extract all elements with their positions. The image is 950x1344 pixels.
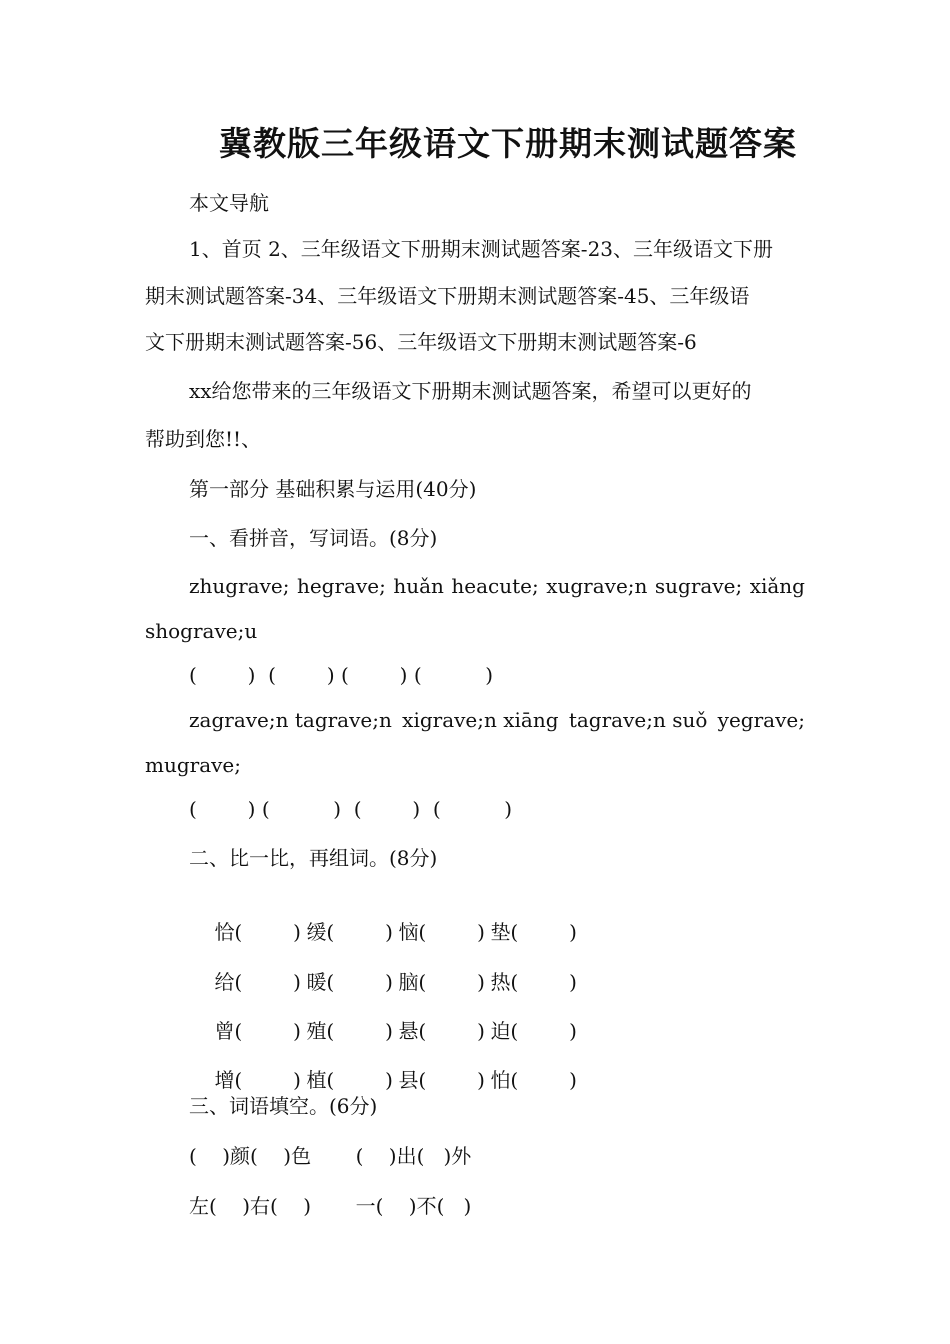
q2-cell: 迫( ) — [490, 1019, 577, 1043]
pinyin-word: hegrave; — [296, 574, 386, 598]
q1-pinyin-row-2 — [189, 708, 805, 732]
nav-links-line-2[interactable]: 期末测试题答案-34、三年级语文下册期末测试题答案-45、三年级语 — [145, 284, 750, 308]
q2-cell: 热( ) — [490, 970, 577, 994]
q1-pinyin-row-2-cont: mugrave; — [145, 753, 242, 777]
pinyin-word: zhugrave; — [189, 574, 290, 598]
q1-blanks-row-1: ( ) ( ) ( ) ( ) — [189, 663, 494, 687]
q2-cell: 恰( ) — [214, 920, 301, 944]
q2-cell: 殖( ) — [306, 1019, 393, 1043]
part1-heading: 第一部分 基础积累与运用(40分) — [189, 477, 477, 501]
q2-cell: 暖( ) — [306, 970, 393, 994]
q2-cell: 增( ) — [214, 1068, 301, 1092]
pinyin-word: zagrave;n tagrave;n — [189, 708, 392, 732]
q2-cell: 悬( ) — [398, 1019, 485, 1043]
nav-links-line-3[interactable]: 文下册期末测试题答案-56、三年级语文下册期末测试题答案-6 — [145, 330, 697, 354]
pinyin-word: xugrave;n — [546, 574, 648, 598]
q3-heading: 三、词语填空。(6分) — [189, 1094, 378, 1118]
q1-heading: 一、看拼音，写词语。(8分) — [189, 526, 438, 550]
q2-cell: 给( ) — [214, 970, 301, 994]
q2-cell: 植( ) — [306, 1068, 393, 1092]
q2-cell: 曾( ) — [214, 1019, 301, 1043]
pinyin-word: tagrave;n suǒ — [568, 708, 708, 732]
q2-cell: 垫( ) — [490, 920, 577, 944]
q2-cell: 怕( ) — [490, 1068, 577, 1092]
q2-cell: 恼( ) — [398, 920, 485, 944]
pinyin-word: xiǎng — [749, 574, 805, 598]
nav-links-line-1[interactable]: 1、首页 2、三年级语文下册期末测试题答案-23、三年级语文下册 — [189, 237, 774, 261]
q2-heading: 二、比一比，再组词。(8分) — [189, 846, 438, 870]
q3-row-1: ( )颜( )色 ( )出( )外 — [189, 1144, 472, 1168]
pinyin-word: yegrave; — [717, 708, 805, 732]
document-title: 冀教版三年级语文下册期末测试题答案 — [219, 124, 797, 163]
q1-pinyin-row-1 — [189, 574, 805, 598]
q2-cell: 脑( ) — [398, 970, 485, 994]
q2-cell: 县( ) — [398, 1068, 485, 1092]
q1-pinyin-row-1-cont: shograve;u — [145, 619, 258, 643]
pinyin-word: sugrave; — [654, 574, 743, 598]
nav-heading: 本文导航 — [189, 191, 269, 215]
intro-line-1: xx给您带来的三年级语文下册期末测试题答案，希望可以更好的 — [189, 379, 752, 403]
pinyin-word: heacute; — [451, 574, 539, 598]
pinyin-word: xigrave;n xiāng — [402, 708, 559, 732]
q1-blanks-row-2: ( ) ( ) ( ) ( ) — [189, 797, 513, 821]
q3-row-2: 左( )右( ) 一( )不( ) — [189, 1194, 472, 1218]
q2-cell: 缓( ) — [306, 920, 393, 944]
intro-line-2: 帮助到您!!、 — [145, 427, 262, 451]
pinyin-word: huǎn — [393, 574, 444, 598]
